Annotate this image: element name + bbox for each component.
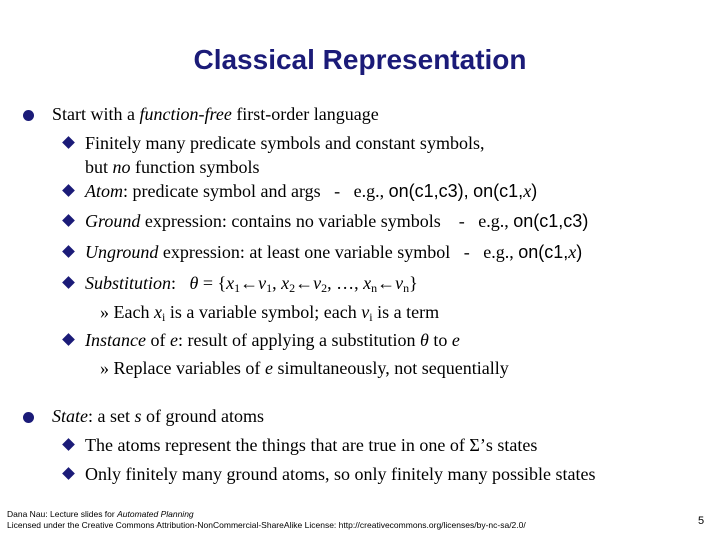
book-title: Automated Planning [117,509,194,519]
text: , [272,273,282,293]
theta-symbol: θ [419,330,429,350]
example-code: on(c1,c3) [513,211,589,231]
text: is a term [372,302,440,322]
text: of [145,330,170,350]
sub-finitely-cont [85,156,260,178]
emphasis: State [52,406,88,426]
arrow: ← [295,273,314,293]
text: , [354,273,364,293]
sub-substitution [85,272,418,294]
sub-sub-replace [100,357,509,379]
subscript: i [161,310,166,324]
text: first-order language [231,104,379,124]
bullet-diamond [62,184,75,197]
variable: x [226,273,235,293]
text: simultaneously, not sequentially [272,358,509,378]
variable: e [451,330,460,350]
text: : [171,273,190,293]
bullet-diamond [62,276,75,289]
term: v [313,273,322,293]
sub-atoms-represent: The atoms represent the things that are true in one of Σ’s states [85,435,538,455]
text: but [85,157,113,177]
bullet-dot [23,412,34,423]
sub-sub-each [100,301,439,323]
theta-symbol: θ [189,273,199,293]
footer [7,509,526,531]
emphasis: Instance [85,330,146,350]
text: to [428,330,452,350]
bullet-dot [23,110,34,121]
text: Finitely many predicate symbols and constant symbols, [85,133,485,153]
bullet-diamond [62,333,75,346]
bullet-diamond [62,245,75,258]
footer-line-1 [7,509,526,520]
sub-unground [85,241,582,263]
variable: x [153,302,162,322]
bullet-diamond [62,214,75,227]
bullet-diamond [62,467,75,480]
text: expression: contains no variable symbols - e.g., [140,211,514,231]
text: = { [198,273,227,293]
text: Each [109,302,154,322]
sub-instance [85,329,460,351]
text: : result of applying a substitution [177,330,420,350]
slide-title: Classical Representation [193,44,527,75]
example-code: ) [576,242,583,262]
text: , [327,273,337,293]
emphasis: no [112,157,131,177]
variable: x [281,273,290,293]
text: Dana Nau: Lecture slides for [7,509,118,519]
term: v [258,273,267,293]
variable: e [169,330,178,350]
bullet-function-free [52,103,379,125]
page-number: 5 [698,515,705,527]
subscript: i [369,310,373,324]
emphasis: Ground [85,211,141,231]
text: of ground atoms [141,406,264,426]
text: expression: at least one variable symbol - e.g., [158,242,519,262]
text: : predicate symbol and args - e.g., [123,181,389,201]
sub-finitely [85,132,484,154]
bullet-diamond [62,136,75,149]
bullet-diamond [62,438,75,451]
text: Replace variables of [109,358,265,378]
text: is a variable symbol; each [165,302,362,322]
example-code: on(c1, [518,242,569,262]
footer-line-2: Licensed under the Creative Commons Attribution-NonCommercial-ShareAlike License: http://creativecommons.org/licenses/by-nc-sa/2.0/ [7,520,526,530]
term: v [395,273,404,293]
emphasis: Substitution [85,273,172,293]
bullet-marker: » [100,302,109,322]
text: Start with a [52,104,140,124]
variable: x [568,242,577,262]
bullet-state [52,405,264,427]
variable: x [523,181,532,201]
text: } [409,273,418,293]
arrow: ← [240,273,259,293]
example-code: on(c1,c3), [388,181,469,201]
text: function symbols [130,157,260,177]
emphasis: Unground [85,242,159,262]
example-code: ) [531,181,538,201]
text: : a set [88,406,135,426]
sub-finitely-many: Only finitely many ground atoms, so only finitely many possible states [85,464,596,484]
arrow: ← [377,273,396,293]
bullet-marker: » [100,358,109,378]
variable: e [264,358,273,378]
sub-atom [85,180,537,202]
term: v [361,302,370,322]
subscript: 2 [321,281,328,295]
subscript: 2 [289,281,296,295]
emphasis: function-free [139,104,232,124]
example-code: on(c1, [473,181,524,201]
emphasis: Atom [85,181,123,201]
text: … [336,273,355,293]
subscript: n [371,281,378,295]
sub-ground [85,210,588,232]
subscript: n [403,281,410,295]
variable: x [363,273,372,293]
variable: s [134,406,142,426]
subscript: 1 [266,281,273,295]
subscript: 1 [234,281,241,295]
